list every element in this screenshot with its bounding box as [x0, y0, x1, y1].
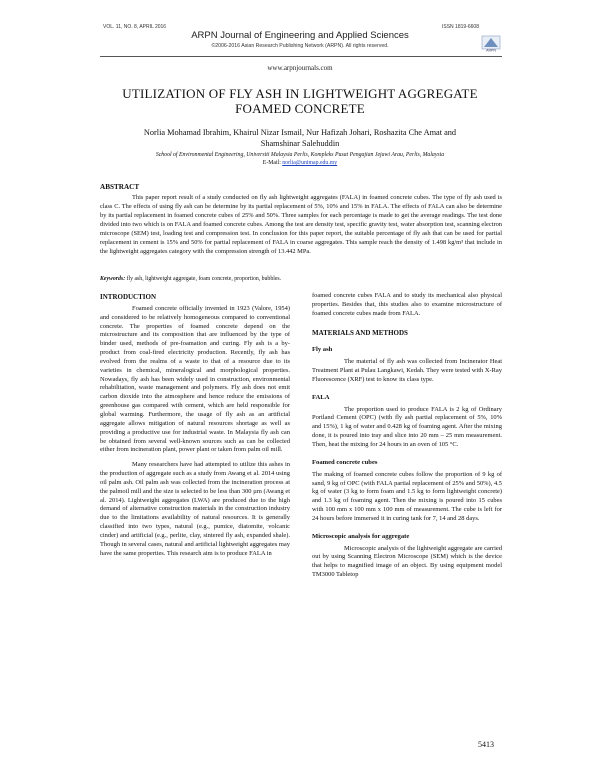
- abstract-heading: ABSTRACT: [100, 183, 140, 191]
- intro-continuation: foamed concrete cubes FALA and to study its mechanical also physical properties. Besides that, this studies also to examine microstructure of foamed concrete cubes made from FALA.: [312, 292, 502, 317]
- methods-heading: MATERIALS AND METHODS: [312, 328, 408, 337]
- intro-paragraph-1: Foamed concrete officially invented in 1923 (Valore, 1954) and considered to be relatively homogeneous compared to conventional concrete. The properties of foamed concrete depend on the microstructure and its composition that are influenced by the type of binder used, methods of pre-foamation and curing. Fly ash is a by-product from coal-fired electricity production. Recently, fly ash has evolved from the realms of a waste to that of a resource due to its varieties in chemical, mineralogical and morphological properties. Nowadays, fly ash has been widely used in construction, environmental rehabilitation, waste management and polymers. Fly ash does not emit carbon dioxide into the atmosphere and hence reduce the emissions of greenhouse gas compared with cement, which are held responsible for global warming. Furthermore, the usage of fly ash as an artificial aggregate allows mitigation of natural resources shortage as well as providing a productive use for industrial waste. In Malaysia fly ash can be obtained from several well-known sources such as can be collected either from incineration plant, power plant or taken from palm oil mill.: [100, 304, 290, 454]
- journal-name: ARPN Journal of Engineering and Applied Sciences: [191, 30, 409, 41]
- cubes-heading: Foamed concrete cubes: [312, 458, 378, 466]
- arpn-logo: [452, 34, 502, 52]
- header-issn: ISSN 1819-6608: [442, 24, 479, 30]
- author-list: [0, 127, 600, 149]
- keywords-label: Keywords:: [100, 276, 126, 282]
- title-line-1: UTILIZATION OF FLY ASH IN LIGHTWEIGHT AGGREGATE: [122, 86, 478, 101]
- affiliation: School of Environmental Engineering, Universiti Malaysia Perlis, Kompleks Pusat Pengajian Jejawi Arau, Perlis, Malaysia: [155, 152, 445, 158]
- flyash-paragraph: The material of fly ash was collected from Incinerator Heat Treatment Plant at Pulau Langkawi, Kedah. They were tested with X-Ray Fluorescence (XRF) test to know its class type.: [312, 358, 502, 383]
- keywords-text: fly ash, lightweight aggregate, foam concrete, proportion, bubbles.: [126, 276, 282, 282]
- header-rule: [100, 56, 502, 57]
- authors-line-1: Norlia Mohamad Ibrahim, Khairul Nizar Ismail, Nur Hafizah Johari, Roshazita Che Amat and: [143, 128, 457, 137]
- header-volume: VOL. 11, NO. 8, APRIL 2016: [103, 24, 167, 30]
- title-line-2: FOAMED CONCRETE: [235, 101, 365, 116]
- fala-paragraph: The proportion used to produce FALA is 2 kg of Ordinary Portland Cement (OPC) (with fly ash partial replacement of 5%, 10% and 15%), 1 kg of water and 0.428 kg of foaming agent. After the mixing done, it is poured into tray and slice into 20 mm – 25 mm measurement. Then, heat the mixing for 24 hours in an oven of 105 °C.: [312, 405, 502, 448]
- keywords-line: [100, 276, 502, 282]
- microscopic-heading: Microscopic analysis for aggregate: [312, 532, 410, 540]
- svg-text:ARPN: ARPN: [486, 48, 496, 52]
- email-link[interactable]: norlia@unimap.edu.my: [282, 160, 338, 166]
- authors-line-2: Shamshinar Salehuddin: [260, 139, 340, 148]
- abstract-text: This paper report result of a study conducted on fly ash lightweight aggregates (FALA) in foamed concrete cubes. The type of fly ash used is class C. The effects of using fly ash can be determine by its partial replacement of 5%, 10% and 15% in FALA. The effects of FALA can also be determine by its partial replacement in foamed concrete cubes of 25% and 50%. Three samples for each percentage is made to get the average readings. The test done divided into two which is on FALA and foamed concrete cubes. Among the test are density test, specific gravity test, water absorption test, scanning electron microscope (SEM) test, loading test and compression test. In conclusion for this paper report, the suitable percentage of fly ash that can be used for partial replacement in cement is 15% and 50% for partial replacement of FALA in coarse aggregates. This sample reach the density of 1.498 kg/m³ that include in the lightweight aggregates category with the compression strength of 13.442 MPa.: [100, 194, 502, 255]
- intro-paragraph-2: Many researchers have had attempted to utilize this ashes in the production of aggregate such as a study from Awang et al. 2014 using oil palm ash. Oil palm ash was collected from the incineration process at the palmoil mill and the size is selected to be less than 300 µm (Awang et al. 2014). Lightweight aggregates (LWA) are produced due to the high demand of alternative construction materials in the construction industry due to the limitations availability of natural resources. It is generally classified into two types, natural (e.g., pumice, diatomite, volcanic cinder) and artificial (e.g., perlite, clay, sintered fly ash, expanded shale). Though in several cases, natural and artificial lightweight aggregates may have the same properties. This research aim is to produce FALA in: [100, 461, 290, 557]
- email-line: [0, 160, 600, 166]
- journal-url: www.arpnjournals.com: [267, 64, 333, 72]
- page-number: 5413: [478, 740, 494, 749]
- paper-title: [80, 86, 520, 116]
- flyash-heading: Fly ash: [312, 346, 333, 354]
- email-label: E-Mail:: [262, 160, 281, 166]
- copyright-line: ©2006-2016 Asian Research Publishing Network (ARPN). All rights reserved.: [211, 43, 389, 49]
- microscopic-paragraph: Microscopic analysis of the lightweight aggregate are carried out by using Scanning Electron Microscope (SEM) which is the device that helps to magnified image of an object. By using equipment model TM3000 Tabletop: [312, 544, 502, 579]
- cubes-paragraph: The making of foamed concrete cubes follow the proportion of 9 kg of sand, 9 kg of OPC (with FALA partial replacement of 25% and 50%), 4.5 kg of water (3 kg to form foam and 1.5 kg to form lightweight concrete) and 1.3 kg of foaming agent. Then the mixing is poured into 15 cubes with 100 mm x 100 mm x 100 mm of measurement. The cube is left for 24 hours before immersed it in curing tank for 7, 14 and 28 days.: [312, 470, 502, 522]
- introduction-heading: INTRODUCTION: [100, 293, 157, 301]
- right-column: [312, 292, 502, 586]
- fala-heading: FALA: [312, 393, 330, 401]
- left-column: [100, 293, 290, 564]
